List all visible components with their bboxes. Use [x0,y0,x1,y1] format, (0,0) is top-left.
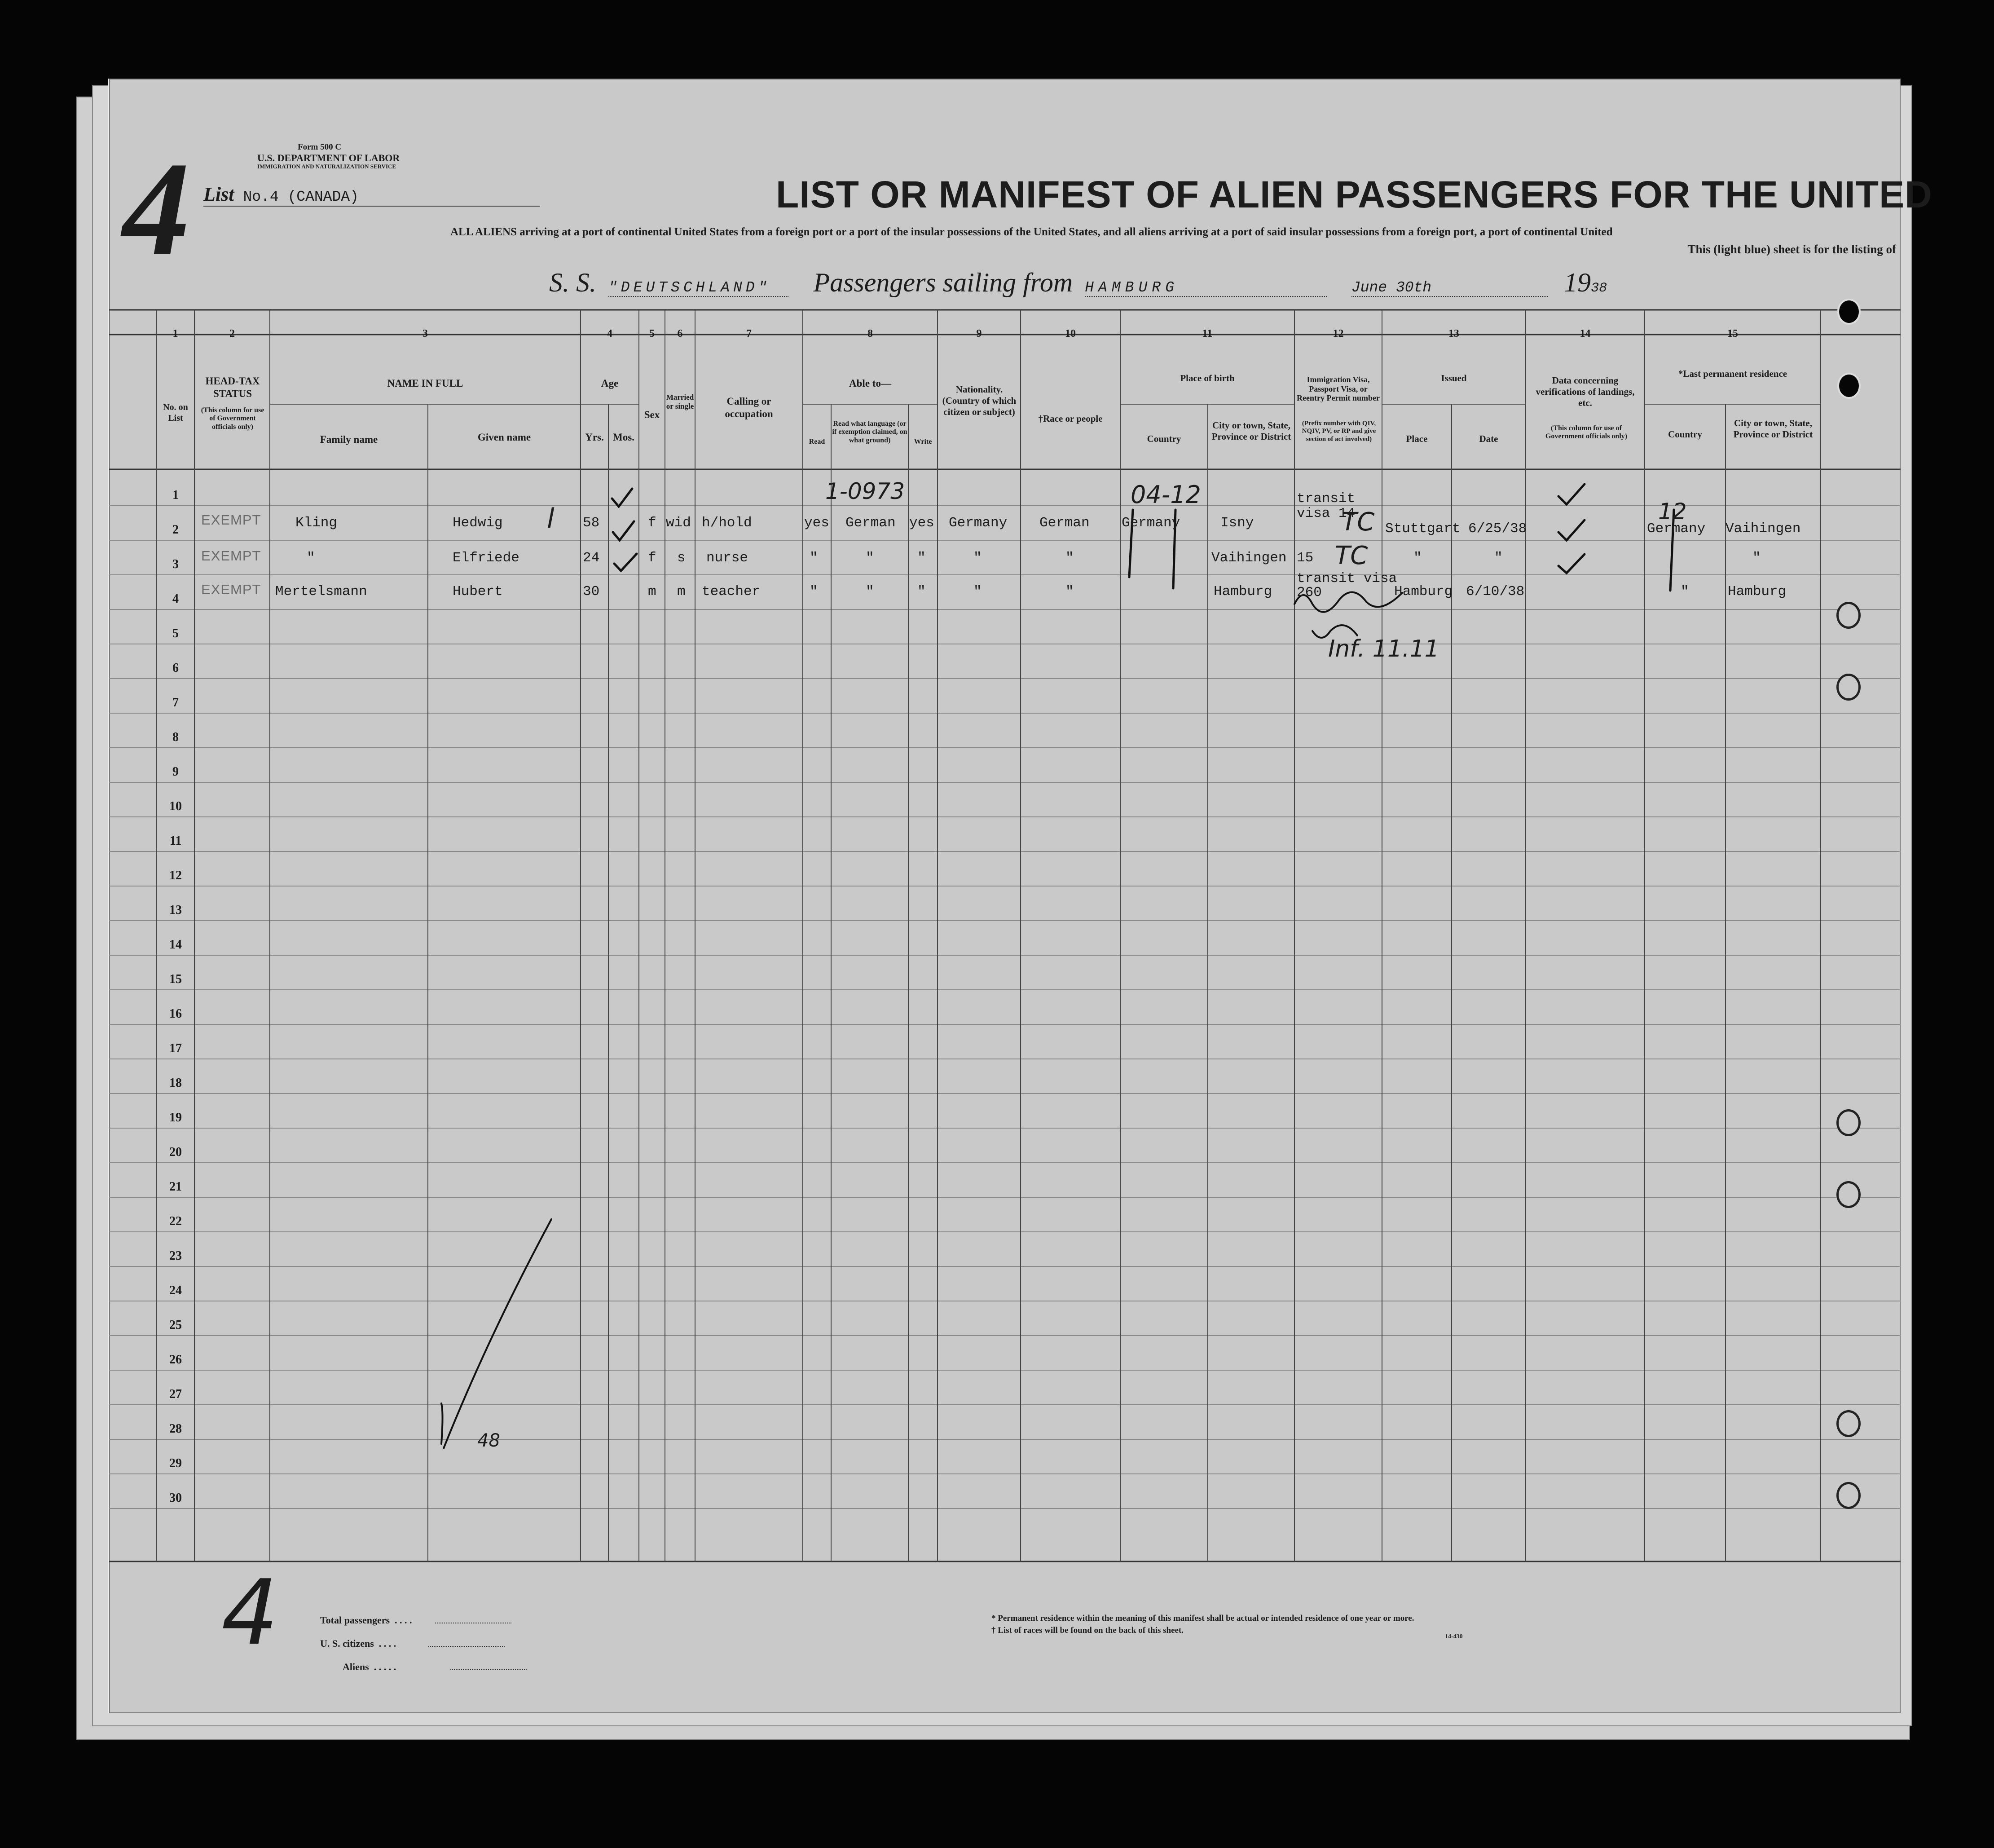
header-birth-country: Country [1147,433,1181,444]
row-number: 26 [169,1353,182,1367]
can-read: " [810,584,818,600]
given-name: Hubert [453,584,503,600]
header-write: Write [914,438,932,445]
can-read: " [810,550,818,566]
issued-place: " [1413,550,1422,566]
footer-total-passengers: Total passengers . . . . [320,1614,511,1626]
column-number: 4 [607,328,612,340]
row-number: 20 [169,1145,182,1159]
total-passengers-label: Total passengers [320,1614,390,1626]
header-age: Age [601,378,619,389]
given-name: Elfriede [453,550,519,566]
residence-city: " [1752,550,1761,566]
column-number: 14 [1580,328,1591,340]
race: German [1039,515,1090,531]
row-number: 12 [169,869,182,882]
footer-form-code: 14-430 [1445,1633,1463,1640]
marital-status: wid [666,515,691,531]
header-sex: Sex [644,409,660,420]
handwritten-initials: Inf. 11.11 [1328,635,1439,662]
tick-verif-1 [1558,484,1585,504]
header-visa-note: (Prefix number with QIV, NQIV, PV, or RP and give section of act involved) [1302,420,1376,443]
punch-hole [1837,299,1861,325]
given-name: Hedwig [453,515,503,531]
column-number: 3 [423,328,428,340]
header-residence: *Last permanent residence [1678,368,1787,379]
issued-date: 6/25/38 [1468,521,1527,537]
column-number: 10 [1065,328,1076,340]
visa-number: transit visa 14 [1297,491,1356,521]
port-name: HAMBURG [1085,279,1327,297]
instructions-line-2: This (light blue) sheet is for the listing of [1687,243,1896,256]
header-able-to: Able to— [849,378,891,389]
column-number: 5 [649,328,655,340]
header-head-tax-note: (This column for use of Government officials only) [201,406,264,431]
occupation: teacher [702,584,761,600]
row-number: 22 [169,1214,182,1228]
row-number: 16 [169,1007,182,1021]
marital-status: s [677,550,686,566]
ss-label: S. S. [549,268,596,297]
header-visa: Immigration Visa, Passport Visa, or Reentry Permit number [1297,375,1380,403]
nationality: " [973,584,982,600]
residence-country: " [1681,584,1689,600]
punch-hole [1836,1109,1861,1136]
ship-name: "DEUTSCHLAND" [608,279,788,297]
footer-note-residence: * Permanent residence within the meaning of this manifest shall be actual or intended residence of one year or more. [991,1614,1414,1623]
row-number: 17 [169,1041,182,1055]
row-number: 7 [172,696,179,710]
sailing-date: June 30th [1351,279,1548,297]
row-number: 30 [169,1491,182,1505]
header-res-city: City or town, State, Province or District [1733,418,1813,440]
can-read: yes [804,515,829,531]
punch-hole [1837,373,1861,399]
can-write: " [917,584,926,600]
issued-place: Hamburg [1394,584,1453,600]
age-years: 24 [583,550,600,566]
list-value: No.4 (CANADA) [243,189,359,205]
column-number: 7 [746,328,752,340]
row-number: 9 [172,765,179,779]
header-race: †Race or people [1038,413,1103,424]
row-number: 10 [169,799,182,813]
handwritten-given-mark: l [547,503,555,534]
manifest-title: LIST OR MANIFEST OF ALIEN PASSENGERS FOR THE UNITED [776,173,1932,216]
row-number: 11 [169,834,182,848]
column-number: 11 [1202,328,1213,340]
column-number: 1 [172,328,178,340]
birth-city: Isny [1220,515,1254,531]
residence-country: Germany [1647,521,1706,537]
tick-age-2 [613,521,634,540]
manifest-sheet [108,79,1932,1713]
head-tax-stamp: EXEMPT [201,582,261,597]
row-number: 8 [172,730,179,744]
header-place-of-birth: Place of birth [1180,373,1235,384]
issued-place: Stuttgart [1385,521,1461,537]
read-language: German [845,515,896,531]
row-number: 28 [169,1422,182,1436]
header-issued: Issued [1441,373,1467,384]
column-number: 8 [867,328,873,340]
row-number: 18 [169,1076,182,1090]
punch-hole [1836,1482,1861,1509]
tick-verif-3 [1558,554,1585,573]
list-label: List [203,183,234,205]
year-suffix: 38 [1591,281,1607,296]
occupation: nurse [706,550,748,566]
row-number: 23 [169,1249,182,1263]
marital-status: m [677,584,686,600]
form-number: Form 500 C [298,142,342,152]
handwritten-language-code: 1-0973 [825,478,905,504]
footer-note-races: † List of races will be found on the back of this sheet. [991,1626,1184,1635]
header-res-country: Country [1668,429,1702,440]
family-name: Mertelsmann [275,584,367,600]
row-number: 25 [169,1318,182,1332]
header-mos: Mos. [613,432,634,443]
footer-aliens: Aliens . . . . . [343,1661,527,1673]
handwritten-tc-2: TC [1335,541,1368,570]
row-number: 14 [169,938,182,952]
can-write: yes [909,515,934,531]
punch-hole [1836,674,1861,701]
residence-city: Vaihingen [1725,521,1801,537]
department-name: U.S. DEPARTMENT OF LABOR [257,152,400,163]
footer-us-citizens: U. S. citizens . . . . [320,1638,505,1650]
instructions-line-1: ALL ALIENS arriving at a port of continental United States from a foreign port or a port of the insular possessions of the United States, and all aliens arriving at a port of said insular possessions from a foreign port, a port of continental United [450,226,1613,238]
handwritten-tc-1: TC [1342,507,1375,537]
row-number: 27 [169,1387,182,1401]
tick-verif-2 [1558,520,1585,540]
header-name-in-full: NAME IN FULL [387,378,463,389]
header-yrs: Yrs. [585,432,604,443]
sex: m [648,584,656,600]
tick-age-1 [612,489,632,507]
column-number: 12 [1333,328,1344,340]
column-number: 6 [677,328,683,340]
service-name: IMMIGRATION AND NATURALIZATION SERVICE [257,163,396,170]
row-number: 6 [172,661,179,675]
handwritten-page-count: 48 [477,1430,500,1451]
header-nationality: Nationality. (Country of which citizen or subject) [942,384,1017,418]
header-family-name: Family name [320,434,378,445]
tick-age-3 [614,554,637,571]
birth-city: Vaihingen [1211,550,1287,566]
row-number: 4 [172,592,179,606]
row-number: 24 [169,1283,182,1297]
handwritten-birth-code: 04-12 [1131,481,1201,509]
header-married: Married or single [666,393,694,410]
residence-city: Hamburg [1728,584,1787,600]
header-given-name: Given name [477,432,531,443]
handwritten-residence-code: 12 [1658,498,1687,525]
handwritten-footer-four: 4 [221,1561,279,1665]
header-calling: Calling or occupation [725,396,773,419]
race: " [1065,550,1074,566]
head-tax-stamp: EXEMPT [201,548,261,564]
row-number: 29 [169,1456,182,1470]
header-birth-city: City or town, State, Province or District [1211,420,1291,442]
visa-number: 15 [1297,550,1314,566]
sex: f [648,550,656,566]
header-read: Read [809,438,825,445]
age-years: 58 [583,515,600,531]
issued-date: " [1494,550,1503,566]
occupation: h/hold [702,515,752,531]
row-number: 5 [172,626,179,640]
family-name: " [307,550,315,566]
header-issued-date: Date [1479,433,1498,444]
birth-city: Hamburg [1214,584,1272,600]
manifest-grid [109,79,1901,1713]
column-number: 2 [229,328,235,340]
header-issued-place: Place [1406,433,1428,444]
row-number: 21 [169,1180,182,1194]
year-prefix: 19 [1564,268,1591,297]
birth-country: Germany [1122,515,1180,531]
header-read-language: Read what language (or if exemption claimed, on what ground) [832,420,907,444]
family-name: Kling [295,515,338,531]
header-head-tax: HEAD-TAX STATUS [205,375,260,399]
visa-number: transit visa 260 [1297,571,1397,600]
row-number: 2 [172,523,179,537]
us-citizens-label: U. S. citizens [320,1638,374,1649]
age-years: 30 [583,584,600,600]
punch-hole [1836,1181,1861,1208]
race: " [1065,584,1074,600]
nationality: Germany [949,515,1008,531]
nationality: " [973,550,982,566]
column-number: 13 [1448,328,1459,340]
row-number: 13 [169,903,182,917]
read-language: " [866,584,874,600]
row-number: 15 [169,972,182,986]
head-tax-stamp: EXEMPT [201,512,261,528]
column-number: 9 [976,328,982,340]
row-number: 1 [172,488,179,502]
punch-hole [1836,1410,1861,1437]
sex: f [648,515,656,531]
punch-hole [1836,602,1861,629]
header-no-on-list: No. on List [163,402,188,423]
header-landings-note: (This column for use of Government officials only) [1545,424,1628,441]
column-number: 15 [1727,328,1738,340]
read-language: " [866,550,874,566]
sheet-number-handwritten: 4 [123,134,190,283]
big-check-mark [441,1219,551,1448]
row-number: 3 [172,557,179,571]
aliens-label: Aliens [343,1661,369,1672]
sailing-label: Passengers sailing from [813,268,1073,297]
issued-date: 6/10/38 [1466,584,1525,600]
row-number: 19 [169,1111,182,1125]
can-write: " [917,550,926,566]
header-landings: Data concerning verifications of landings, etc. [1536,375,1635,409]
